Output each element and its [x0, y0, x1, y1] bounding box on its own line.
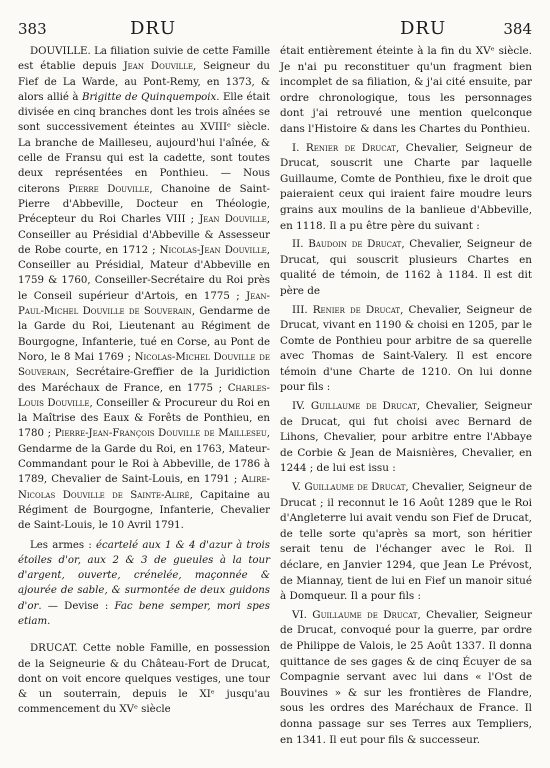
left-column — [18, 44, 270, 718]
page-number-right: 384 — [503, 20, 532, 38]
person-name: Pierre-Jean-François Douville de Mailleseu — [54, 428, 267, 440]
generation-entry: VI. Guillaume de Drucat, Chevalier, Seigneur de Drucat, convoqué pour la guerre, par ordre de Philippe de Valois, le 25 Août 1337. Il donna quittance de ses gages & de cinq Écuyer de sa Compagnie servant avec lui dans « l'Ost de Bouvines » & sur les frontières de Flandre, sous les ordres des Maréchaux de France. Il donna passage sur ses Terres aux Templiers, en 1341. Il eut pour fils & successeur. — [280, 608, 532, 746]
motto: Fac bene semper, mori spes etiam — [18, 600, 270, 627]
person-name: Charles-Louis Douville — [18, 382, 270, 409]
drucat-entry: DRUCAT. Cette noble Famille, en possession de la Seigneurie & du Château-Fort de Drucat, dont on voit encore quelques vestiges, une tour & un souterrain, depuis le XIᵉ jusqu'au commencement du XVᵉ siècle — [18, 643, 270, 716]
person-name: Renier de Drucat — [305, 141, 396, 154]
person-name: Renier de Drucat — [312, 303, 401, 316]
person-name: Jean-Paul-Michel Douville de Souverain — [18, 290, 270, 318]
person-name: Baudoin de Drucat — [308, 238, 402, 251]
douville-entry: DOUVILLE. La filiation suivie de cette Famille est établie depuis Jean Douville, Seigneur du Fief de La Warde, au Pont-Remy, en 1373, & alors allié à Brigitte de Quinquempoix. Elle était divisée en cinq branches dont les trois aînées se sont successivement éteintes au XVIIIᵉ siècle. La branche de Mailleseu, aujourd'hui l'aînée, & celle de Fransu qui est la cadette, sont toutes deux représentées en Ponthieu. — Nous citerons Pierre Douville, Chanoine de Saint-Pierre d'Abbeville, Docteur en Théologie, Précepteur du Roi Charles VIII ; Jean Douville, Conseiller au Présidial d'Abbeville & Assesseur de Robe courte, en 1712 ; Nicolas-Jean Douville, Conseiller au Présidial, Mateur d'Abbeville en 1759 & 1760, Conseiller-Secrétaire du Roi près le Conseil supérieur d'Artois, en 1775 ; Jean-Paul-Michel Douville de Souverain, Gendarme de la Garde du Roi, Lieutenant au Régiment de Bourgogne, Infanterie, tué en Corse, au Pont de Noro, le 8 Mai 1769 ; Nicolas-Michel Douville de Souverain, Secrétaire-Greffier de la Juridiction des Maréchaux de France, en 1775 ; Charles-Louis Douville, Conseiller & Procureur du Roi en la Maîtrise des Eaux & Forêts de Ponthieu, en 1780 ; Pierre-Jean-François Douville de Mailleseu, Gendarme de la Garde du Roi, en 1763, Mateur-Commandant pour le Roi à Abbeville, de 1786 à 1789, Chevalier de Saint-Louis, en 1791 ; Alire-Nicolas Douville de Sainte-Aliré, Capitaine au Régiment de Bourgogne, Infanterie, Chevalier de Saint-Louis, le 10 Avril 1791. — [18, 46, 270, 532]
drucat-continuation: était entièrement éteinte à la fin du XVᵉ siècle. Je n'ai pu reconstituer qu'un fragment bien incomplet de sa filiation, & j'ai cité ensuite, par ordre chronologique, tous les personnages dont j'ai retrouvé une mention quelconque dans l'Histoire & dans les Chartes du Ponthieu. — [280, 45, 532, 135]
person-name: Guillaume de Drucat — [310, 400, 417, 413]
arms-blazon: écartelé aux 1 & 4 d'azur à trois étoiles d'or, aux 2 & 3 de gueules à la tour d'argent, ouverte, crénelée, maçonnée & ajourée de sable, & surmontée de deux guidons d'or — [18, 539, 270, 612]
headword-left: DRU — [130, 18, 177, 39]
right-column — [280, 44, 532, 748]
person-name: Nicolas-Jean Douville — [159, 244, 267, 256]
person-name: Guillaume de Drucat — [312, 608, 418, 621]
person-name: Nicolas-Michel Douville de Souverain — [18, 351, 270, 379]
generation-entry: V. Guillaume de Drucat, Chevalier, Seigneur de Drucat ; il reconnut le 16 Août 1289 que le Roi d'Angleterre lui avait vendu son Fief de Drucat, de telle sorte qu'après sa mort, son héritier serait tenu de l'échanger avec le Roi. Il déclare, en Janvier 1294, que Jean Le Prévost, de Miannay, tient de lui en Fief un manoir situé à Domqueur. Il a pour fils : — [280, 481, 532, 603]
generation-entry: IV. Guillaume de Drucat, Chevalier, Seigneur de Drucat, qui fut choisi avec Bernard de Lihons, Chevalier, pour arbitre entre l'Abbaye de Corbie & Jean de Maisnières, Chevalier, en 1244 ; de lui est issu : — [280, 400, 532, 475]
person-name: Alire-Nicolas Douville de Sainte-Aliré — [18, 474, 270, 501]
page-number-left: 383 — [18, 20, 47, 38]
person-name: Jean Douville — [123, 61, 193, 73]
generation-entry: II. Baudoin de Drucat, Chevalier, Seigneur de Drucat, qui souscrit plusieurs Chartes en qualité de témoin, de 1162 à 1184. Il est dit père de — [280, 238, 532, 297]
spouse-name: Brigitte de Quinquempoix — [81, 91, 217, 103]
person-name: Jean Douville — [199, 214, 267, 226]
generation-entry: I. Renier de Drucat, Chevalier, Seigneur de Drucat, souscrit une Charte par laquelle Guillaume, Comte de Ponthieu, fixe le droit que paieraient ceux qui iraient faire moudre leurs grains aux moulins de la banlieue d'Abbeville, en 1118. Il a pu être père du suivant : — [280, 141, 533, 232]
headword-right: DRU — [400, 18, 447, 39]
generation-entry: III. Renier de Drucat, Chevalier, Seigneur de Drucat, vivant en 1190 & choisi en 1205, par le Comte de Ponthieu pour arbitre de sa querelle avec Thomas de Saint-Valery. Il est encore témoin d'une Charte de 1210. On lui donne pour fils : — [280, 303, 533, 394]
coat-of-arms: Les armes : écartelé aux 1 & 4 d'azur à trois étoiles d'or, aux 2 & 3 de gueules à la tour d'argent, ouverte, crénelée, maçonnée & ajourée de sable, & surmontée de deux guidons d'or. — Devise : Fac bene semper, mori spes etiam. — [18, 539, 270, 627]
running-header — [0, 0, 550, 44]
person-name: Pierre Douville — [68, 183, 150, 195]
person-name: Guillaume de Drucat — [304, 481, 406, 494]
